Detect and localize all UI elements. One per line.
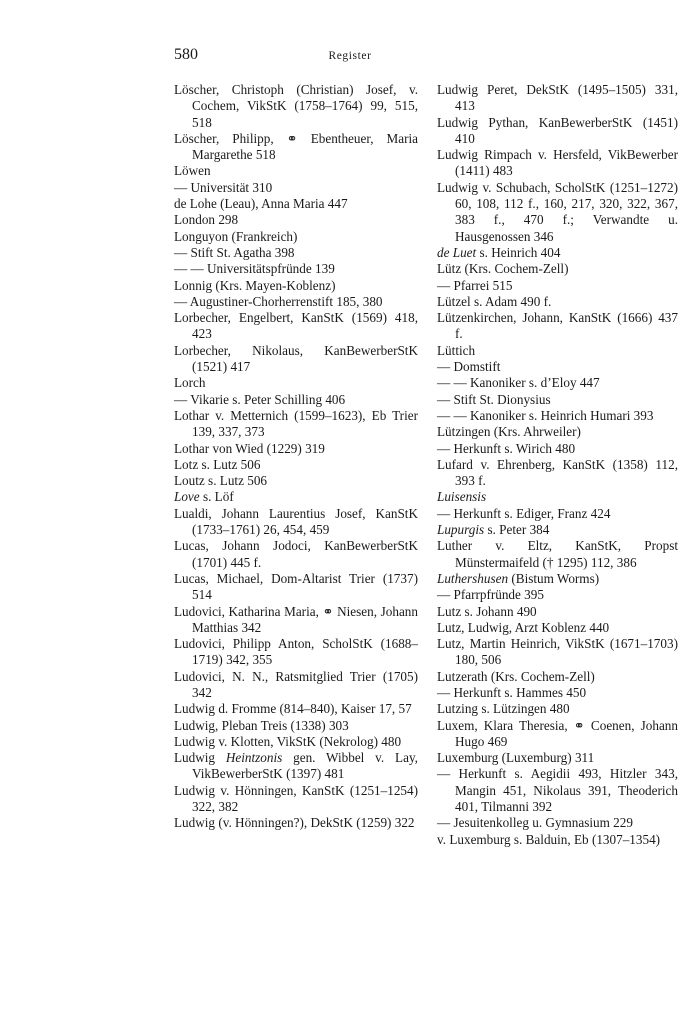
index-entry-text: Ludovici, Philipp Anton, ScholStK (1688–1719) 342, 355 (174, 636, 418, 668)
index-entry (174, 261, 418, 277)
index-entry-italic-term: Luisensis (437, 489, 487, 505)
index-entry-text: Ludwig, Pleban Treis (1338) 303 (174, 717, 349, 733)
index-entry (174, 815, 418, 831)
index-entry (174, 245, 418, 261)
index-entry (174, 636, 418, 669)
index-entry-text: — Domstift (437, 359, 501, 375)
index-entry (174, 408, 418, 441)
index-entry-text: Lutzerath (Krs. Cochem-Zell) (437, 668, 595, 684)
index-entry-text: — — Kanoniker s. Heinrich Humari 393 (437, 407, 654, 423)
index-entry (174, 229, 418, 245)
index-entry-text: Lothar von Wied (1229) 319 (174, 440, 325, 456)
index-entry-text: Ludovici, N. N., Ratsmitglied Trier (1705) 342 (174, 668, 418, 700)
index-entry-text: Lützel s. Adam 490 f. (437, 293, 552, 309)
index-entry-text: Löwen (174, 163, 211, 179)
index-entry (437, 636, 678, 669)
index-entry-text: Ludwig v. Hönningen, KanStK (1251–1254) 322, 382 (174, 782, 418, 815)
index-entry-text: — Jesuitenkolleg u. Gymnasium 229 (437, 815, 633, 831)
index-entry-text: Ludwig d. Fromme (814–840), Kaiser 17, 57 (174, 701, 412, 717)
index-entry (437, 180, 678, 245)
index-entry (174, 392, 418, 408)
index-entry-text: Ludwig v. Klotten, VikStK (Nekrolog) 480 (174, 733, 402, 749)
index-entry (437, 538, 678, 571)
index-entry-text: Luxemburg (Luxemburg) 311 (437, 750, 595, 766)
index-entry-italic-term: Luthershusen (437, 570, 509, 586)
index-entry-text: London 298 (174, 212, 239, 228)
index-entry (174, 489, 418, 505)
index-entry (437, 815, 678, 831)
index-entry-text: Ludwig (174, 750, 226, 766)
index-entry-text: s. Peter 384 (484, 522, 550, 538)
index-entry-text: Lothar v. Metternich (1599–1623), Eb Trier 139, 337, 373 (174, 407, 418, 440)
index-entry-text: Ludovici, Katharina Maria, ⚭ Niesen, Johann Matthias 342 (174, 603, 418, 635)
index-entry-text: Lutz s. Johann 490 (437, 603, 537, 619)
index-entry (174, 163, 418, 179)
index-entry (437, 571, 678, 587)
index-entry (174, 180, 418, 196)
index-entry (437, 343, 678, 359)
index-entry-text: Luther v. Eltz, KanStK, Propst Münstermaifeld († 1295) 112, 386 (437, 538, 678, 570)
index-entry (174, 196, 418, 212)
index-entry-text: Lützenkirchen, Johann, KanStK (1666) 437 f. (437, 310, 678, 342)
index-entry-text: Lüttich (437, 342, 476, 358)
index-entry-text: Ludwig Peret, DekStK (1495–1505) 331, 413 (437, 82, 678, 114)
index-entry (437, 310, 678, 343)
index-entry-text: — Augustiner-Chorherrenstift 185, 380 (174, 293, 383, 309)
index-entry (437, 766, 678, 815)
index-entry-text: Ludwig Pythan, KanBewerberStK (1451) 410 (437, 114, 678, 146)
index-entry-text: de Lohe (Leau), Anna Maria 447 (174, 196, 348, 212)
index-entry (174, 718, 418, 734)
index-entry (437, 261, 678, 277)
index-entry-text: gen. Wibbel v. Lay, VikBewerberStK (1397) 481 (192, 750, 418, 782)
index-entry (437, 392, 678, 408)
index-entry (437, 489, 678, 505)
index-entry-italic-term: Love (174, 489, 200, 505)
index-entry-text: s. Heinrich 404 (476, 244, 561, 260)
index-entry (437, 604, 678, 620)
index-entry (174, 750, 418, 783)
index-entry (437, 669, 678, 685)
index-entry (174, 538, 418, 571)
index-entry-text: — Stift St. Agatha 398 (174, 244, 295, 260)
index-entry (174, 343, 418, 376)
index-entry (437, 685, 678, 701)
index-entry (174, 571, 418, 604)
index-entry-text: — Vikarie s. Peter Schilling 406 (174, 391, 346, 407)
index-entry (437, 620, 678, 636)
index-entry-text: Ludwig Rimpach v. Hersfeld, VikBewerber (1411) 483 (437, 147, 678, 179)
index-entry (174, 294, 418, 310)
index-entry-text: Lützingen (Krs. Ahrweiler) (437, 424, 581, 440)
index-entry-text: Ludwig v. Schubach, ScholStK (1251–1272) 60, 108, 112 f., 160, 217, 320, 322, 367, 383 f., 470 f.; Verwandte u. Hausgenossen 346 (437, 179, 678, 244)
index-entry-text: — Universität 310 (174, 179, 273, 195)
index-entry (174, 783, 418, 816)
index-entry (174, 457, 418, 473)
index-entry-text: Löscher, Philipp, ⚭ Ebentheuer, Maria Margarethe 518 (174, 130, 418, 163)
index-entry (174, 669, 418, 702)
index-entry (437, 506, 678, 522)
index-entry (437, 701, 678, 717)
index-entry-italic-term: Lupurgis (437, 522, 485, 538)
index-entry (437, 375, 678, 391)
index-entry-text: Lutzing s. Lützingen 480 (437, 701, 570, 717)
index-column-left (174, 82, 418, 832)
index-entry-text: v. Luxemburg s. Balduin, Eb (1307–1354) (437, 831, 661, 847)
index-entry-text: Lotz s. Lutz 506 (174, 456, 261, 472)
index-entry-text: — Herkunft s. Hammes 450 (437, 684, 587, 700)
index-entry (174, 375, 418, 391)
index-entry (174, 473, 418, 489)
index-entry (437, 408, 678, 424)
running-head: Register (328, 50, 372, 62)
index-entry (437, 587, 678, 603)
index-entry (437, 441, 678, 457)
index-entry (437, 457, 678, 490)
index-entry (437, 115, 678, 148)
index-entry-text: Lucas, Johann Jodoci, KanBewerberStK (1701) 445 f. (174, 538, 418, 570)
index-entry-text: — Pfarrei 515 (437, 277, 513, 293)
index-entry-text: — Pfarrpfründe 395 (437, 587, 544, 603)
index-entry (174, 310, 418, 343)
index-entry-text: — Herkunft s. Ediger, Franz 424 (437, 505, 611, 521)
index-entry (174, 701, 418, 717)
index-entry-text: Lutz, Ludwig, Arzt Koblenz 440 (437, 619, 610, 635)
index-entry-text: Lorbecher, Engelbert, KanStK (1569) 418, 423 (174, 310, 418, 342)
index-entry-text: Lütz (Krs. Cochem-Zell) (437, 261, 569, 277)
index-entry (174, 278, 418, 294)
index-entry (437, 750, 678, 766)
index-entry-text: — Herkunft s. Aegidii 493, Hitzler 343, Mangin 451, Nikolaus 391, Theoderich 401, Tilmanni 392 (437, 766, 678, 815)
index-entry-text: — Stift St. Dionysius (437, 391, 551, 407)
index-entry-text: Lutz, Martin Heinrich, VikStK (1671–1703) 180, 506 (437, 636, 678, 668)
index-entry-text: Lonnig (Krs. Mayen-Koblenz) (174, 277, 336, 293)
index-entry-text: — Herkunft s. Wirich 480 (437, 440, 576, 456)
index-entry (437, 718, 678, 751)
index-entry-text: (Bistum Worms) (508, 570, 600, 586)
index-entry (437, 245, 678, 261)
index-entry (437, 832, 678, 848)
index-entry-text: s. Löf (199, 489, 234, 505)
index-entry-text: Luxem, Klara Theresia, ⚭ Coenen, Johann Hugo 469 (437, 717, 678, 749)
index-entry (174, 734, 418, 750)
index-column-right (437, 82, 678, 848)
index-entry (437, 359, 678, 375)
index-entry (174, 506, 418, 539)
index-entry-text: Löscher, Christoph (Christian) Josef, v. Cochem, VikStK (1758–1764) 99, 515, 518 (174, 82, 418, 130)
index-entry-text: Lorch (174, 375, 206, 391)
index-entry (174, 82, 418, 131)
index-entry-text: Longuyon (Frankreich) (174, 228, 298, 244)
page-number: 580 (174, 46, 198, 63)
index-entry (437, 522, 678, 538)
index-entry (437, 294, 678, 310)
index-entry-text: Loutz s. Lutz 506 (174, 473, 268, 489)
index-entry-text: — — Kanoniker s. d’Eloy 447 (437, 375, 600, 391)
index-entry-text: Lualdi, Johann Laurentius Josef, KanStK (1733–1761) 26, 454, 459 (174, 505, 418, 538)
index-entry (437, 278, 678, 294)
index-entry (174, 441, 418, 457)
index-entry (174, 604, 418, 637)
index-entry (174, 212, 418, 228)
index-entry-text: Lorbecher, Nikolaus, KanBewerberStK (1521) 417 (174, 342, 418, 375)
index-entry (437, 147, 678, 180)
index-entry-italic-term: de Luet (437, 244, 477, 260)
index-entry (174, 131, 418, 164)
index-entry (437, 82, 678, 115)
index-entry-text: Lucas, Michael, Dom-Altarist Trier (1737) 514 (174, 570, 418, 603)
index-entry-text: Ludwig (v. Hönningen?), DekStK (1259) 322 (174, 815, 415, 831)
index-entry-text: — — Universitätspfründe 139 (174, 261, 335, 277)
index-entry (437, 424, 678, 440)
index-entry-italic-term: Heintzonis (225, 750, 283, 766)
index-entry-text: Lufard v. Ehrenberg, KanStK (1358) 112, 393 f. (437, 456, 678, 489)
